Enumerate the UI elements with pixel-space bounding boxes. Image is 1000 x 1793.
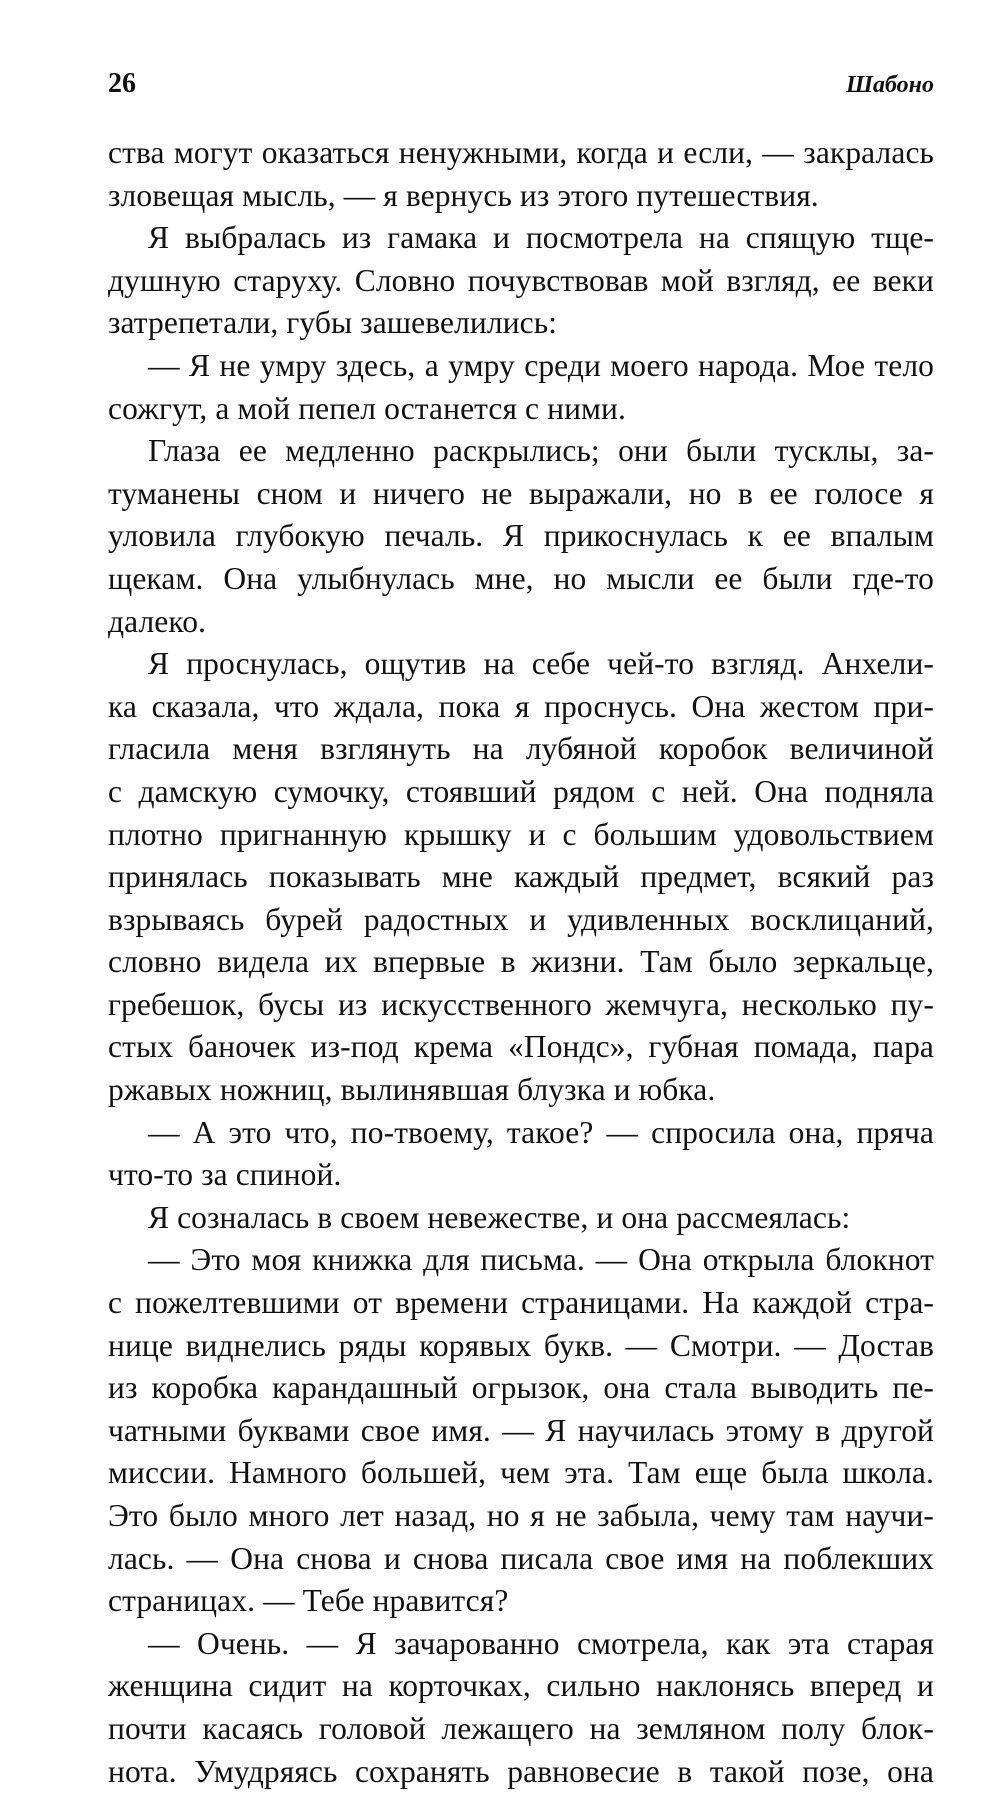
text-line: принялась показывать мне каждый предмет, всякий раз bbox=[108, 859, 934, 895]
text-line: стых баночек из-под крема «Пондс», губная помада, пара bbox=[108, 1029, 934, 1065]
text-line: из коробка карандашный огрызок, она стала выводить пе- bbox=[108, 1370, 934, 1406]
text-line: душную старуху. Словно почувствовав мой взгляд, ее веки bbox=[108, 262, 934, 298]
text-line: уловила глубокую печаль. Я прикоснулась к ее впалым bbox=[108, 518, 934, 554]
text-line: словно видела их впервые в жизни. Там было зеркальце, bbox=[108, 944, 934, 980]
running-head bbox=[108, 68, 934, 112]
text-line: Я выбралась из гамака и посмотрела на спящую тще- bbox=[148, 220, 934, 256]
text-line: почти касаясь головой лежащего на земляном полу блок- bbox=[108, 1710, 934, 1746]
text-line: Это было много лет назад, но я не забыла, чему там научи- bbox=[108, 1498, 934, 1533]
text-line: — Очень. — Я зачарованно смотрела, как эта старая bbox=[148, 1625, 934, 1661]
text-line: лась. — Она снова и снова писала свое имя на поблекших bbox=[108, 1540, 934, 1576]
text-line: что-то за спиной. bbox=[108, 1157, 342, 1193]
chapter-title: Шабоно bbox=[845, 72, 934, 98]
text-line: женщина сидит на корточках, сильно наклонясь вперед и bbox=[108, 1668, 934, 1704]
text-line: — Я не умру здесь, а умру среди моего народа. Мое тело bbox=[148, 347, 934, 383]
text-line: с пожелтевшими от времени страницами. На каждой стра- bbox=[108, 1285, 934, 1321]
text-line: гребешок, бусы из искусственного жемчуга, несколько пу- bbox=[108, 986, 934, 1022]
text-line: нота. Умудряясь сохранять равновесие в такой позе, она bbox=[108, 1753, 934, 1789]
text-line: ржавых ножниц, вылинявшая блузка и юбка. bbox=[108, 1072, 716, 1108]
text-line: гласила меня взглянуть на лубяной коробок величиной bbox=[108, 731, 934, 767]
text-line: с дамскую сумочку, стоявший рядом с ней. Она подняла bbox=[108, 773, 934, 809]
text-line: затрепетали, губы зашевелились: bbox=[108, 305, 558, 341]
text-line: Я проснулась, ощутив на себе чей-то взгляд. Анхели- bbox=[148, 646, 934, 682]
text-line: взрываясь бурей радостных и удивленных восклицаний, bbox=[108, 901, 934, 937]
text-line: нице виднелись ряды корявых букв. — Смотри. — Достав bbox=[108, 1327, 934, 1363]
text-line: миссии. Намного большей, чем эта. Там еще была школа. bbox=[108, 1455, 934, 1491]
text-line: туманены сном и ничего не выражали, но в ее голосе я bbox=[108, 475, 934, 511]
text-line: щекам. Она улыбнулась мне, но мысли ее были где-то bbox=[108, 560, 934, 596]
body-text bbox=[108, 132, 934, 1793]
text-line: Я созналась в своем невежестве, и она рассмеялась: bbox=[148, 1199, 851, 1235]
text-line: ства могут оказаться ненужными, когда и если, — закралась bbox=[108, 135, 934, 170]
text-line: сожгут, а мой пепел останется с ними. bbox=[108, 390, 626, 426]
text-line: ка сказала, что ждала, пока я проснусь. Она жестом при- bbox=[108, 688, 934, 724]
text-line: зловещая мысль, — я вернусь из этого путешествия. bbox=[108, 177, 819, 213]
text-line: — А это что, по-твоему, такое? — спросила она, пряча bbox=[148, 1114, 934, 1150]
text-line: чатными буквами свое имя. — Я научилась этому в другой bbox=[108, 1412, 934, 1448]
text-line: Глаза ее медленно раскрылись; они были тусклы, за- bbox=[148, 433, 934, 469]
text-line: плотно пригнанную крышку и с большим удовольствием bbox=[108, 816, 934, 852]
text-line: далеко. bbox=[108, 603, 207, 639]
text-line: — Это моя книжка для письма. — Она открыла блокнот bbox=[148, 1242, 934, 1278]
text-line: страницах. — Тебе нравится? bbox=[108, 1583, 509, 1619]
page-number: 26 bbox=[108, 68, 136, 99]
